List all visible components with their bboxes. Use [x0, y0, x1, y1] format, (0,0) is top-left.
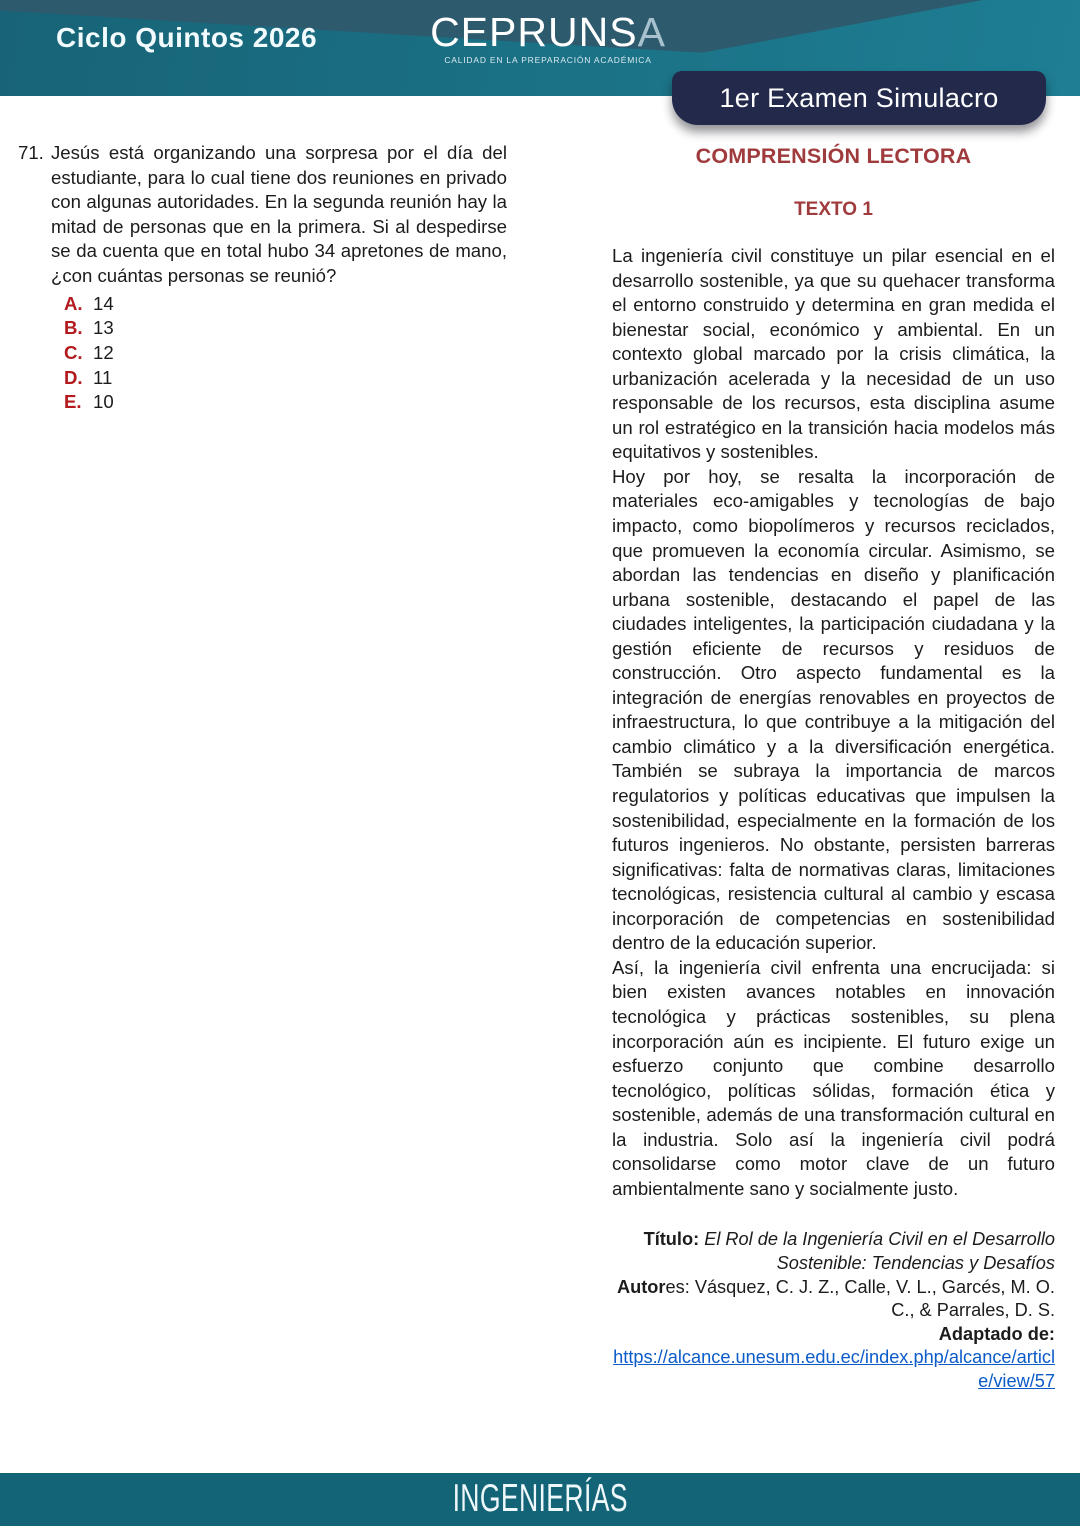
citation-block [612, 1228, 1055, 1393]
option-d [64, 366, 507, 391]
question-number: 71. [18, 142, 44, 163]
ceprunsa-logo [430, 9, 666, 65]
texto-label: TEXTO 1 [794, 199, 873, 220]
question-row [18, 141, 507, 289]
citation-authors-label: Autor [617, 1276, 666, 1297]
logo-text: CEPRUNS [430, 9, 638, 55]
citation-title-line [612, 1228, 1055, 1275]
option-e-value: 10 [93, 391, 114, 413]
cycle-title: Ciclo Quintos 2026 [56, 22, 318, 53]
passage-paragraph-3: Así, la ingeniería civil enfrenta una encrucijada: si bien existen avances notables en innovación tecnológica y prácticas sostenibles, su plena incorporación aún es incipiente. El futuro exige un esfuerzo conjunto que combine desarrollo tecnológico, políticas sólidas, formación ética y sostenible, además de una transformación cultural en la industria. Solo así la ingeniería civil podrá consolidarse como motor clave de un futuro ambientalmente sano y socialmente justo. [612, 956, 1055, 1199]
option-b-letter: B. [64, 317, 83, 339]
reading-passage [612, 244, 1055, 1201]
question-block [18, 141, 507, 415]
options-list [64, 292, 507, 416]
citation-authors-line [612, 1276, 1055, 1323]
option-a [64, 292, 507, 317]
option-d-value: 11 [93, 366, 113, 388]
logo-accent-letter: A [637, 9, 666, 55]
option-b-value: 13 [93, 317, 114, 339]
citation-authors-value: es: Vásquez, C. J. Z., Calle, V. L., Garcés, M. O. C., & Parrales, D. S. [665, 1276, 1055, 1321]
page-footer [0, 1473, 1080, 1526]
logo-tagline: CALIDAD EN LA PREPARACIÓN ACADÉMICA [444, 55, 652, 65]
passage-paragraph-2: Hoy por hoy, se resalta la incorporación de materiales eco-amigables y tecnologías de bajo impacto, como biopolímeros y recursos reciclados, que promueven la economía circular. Asimismo, se abordan las tendencias en diseño y planificación urbana sostenible, destacando el papel de las ciudades inteligentes, la participación ciudadana y la gestión eficiente de recursos y residuos de construcción. Otro aspecto fundamental es la integración de energías renovables en proyectos de infraestructura, lo que contribuye a la mitigación del cambio climático y a la diversificación energética. También se subraya la importancia de marcos regulatorios y políticas educativas que impulsen la sostenibilidad, especialmente en la formación de los futuros ingenieros. No obstante, persisten barreras significativas: falta de normativas claras, limitaciones tecnológicas, resistencia cultural al cambio y escasa incorporación de competencias en sostenibilidad dentro de la educación superior. [612, 465, 1055, 954]
option-a-letter: A. [64, 292, 83, 314]
citation-link-line [612, 1346, 1055, 1393]
option-c [64, 341, 507, 366]
exam-banner [672, 71, 1046, 125]
option-c-value: 12 [93, 341, 114, 363]
footer-area-label: INGENIERÍAS [452, 1477, 628, 1521]
option-e [64, 390, 507, 415]
option-a-value: 14 [93, 292, 114, 314]
question-text: Jesús está organizando una sorpresa por el día del estudiante, para lo cual tiene dos reuniones en privado con algunas autoridades. En la segunda reunión hay la mitad de personas que en la primera. Si al despedirse se da cuenta que en total hubo 34 apretones de mano, ¿con cuántas personas se reunió? [51, 142, 507, 286]
logo-wordmark [430, 9, 666, 55]
option-e-letter: E. [64, 391, 82, 413]
section-title: COMPRENSIÓN LECTORA [695, 144, 972, 168]
option-b [64, 316, 507, 341]
exam-banner-label: 1er Examen Simulacro [719, 82, 999, 113]
citation-title-label: Título: [643, 1229, 700, 1250]
citation-title-value: El Rol de la Ingeniería Civil en el Desarrollo Sostenible: Tendencias y Desafíos [704, 1229, 1055, 1273]
source-link[interactable]: https://alcance.unesum.edu.ec/index.php/alcance/article/view/57 [613, 1347, 1055, 1391]
citation-adapted-label: Adaptado de: [938, 1323, 1055, 1344]
option-c-letter: C. [64, 341, 83, 363]
passage-paragraph-1: La ingeniería civil constituye un pilar esencial en el desarrollo sostenible, ya que su quehacer transforma el entorno construido y determina en gran medida el bienestar social, económico y ambiental. En un contexto global marcado por la crisis climática, la urbanización acelerada y la necesidad de un uso responsable de los recursos, esta disciplina asume un rol estratégico en la transición hacia modelos más equitativos y sostenibles. [612, 245, 1055, 463]
option-d-letter: D. [64, 366, 83, 388]
reading-section [612, 144, 1055, 1393]
